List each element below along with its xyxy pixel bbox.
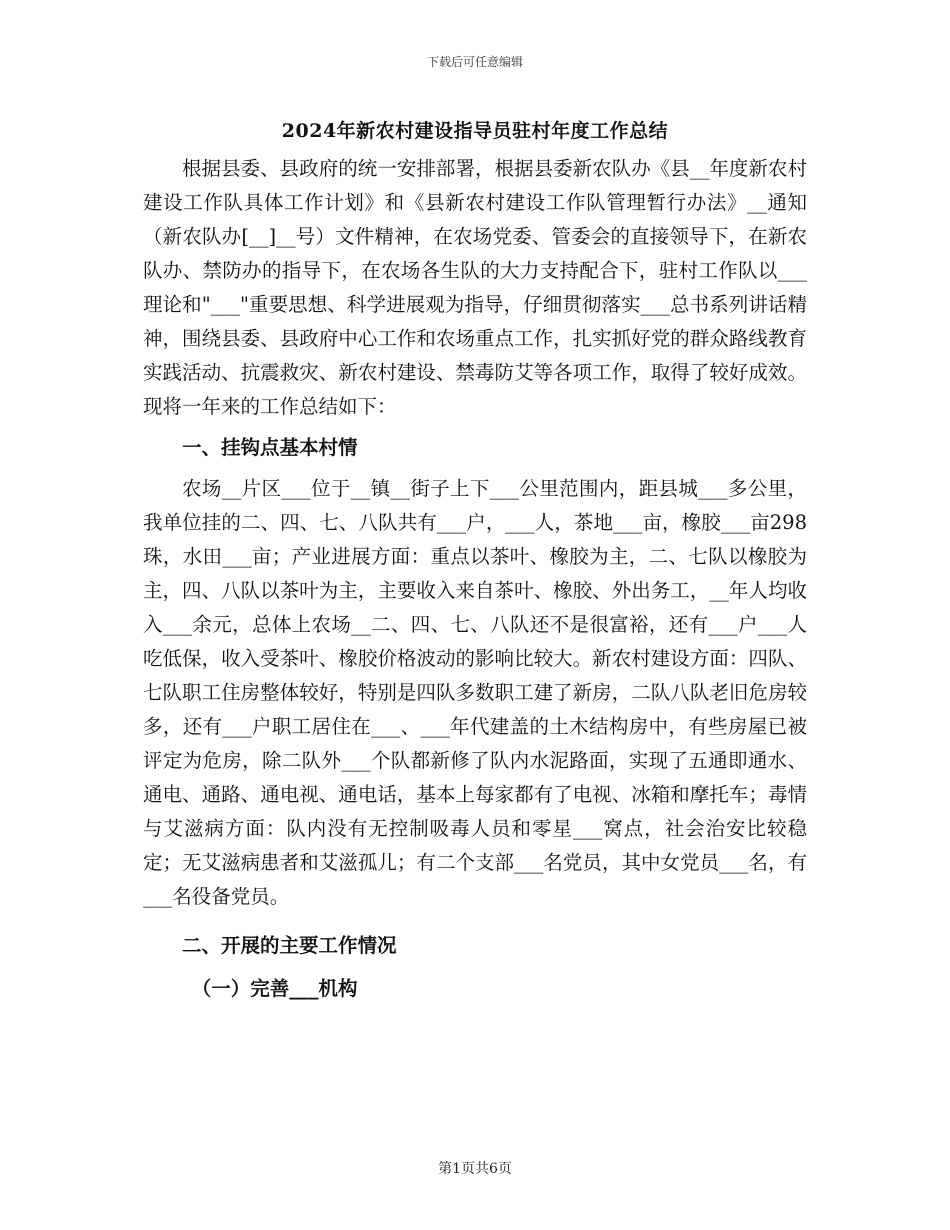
page-footer: 第1页共6页 [438,1161,512,1177]
subsection-heading-1: （一）完善___机构 [191,977,358,1000]
section-heading-1: 一、挂钩点基本村情 [182,436,358,459]
section-heading-2: 二、开展的主要工作情况 [182,934,397,957]
document-body [143,152,807,1008]
intro-paragraph: 根据县委、县政府的统一安排部署，根据县委新农队办《县__年度新农村建设工作队具体工作计划》和《县新农村建设工作队管理暂行办法》__通知（新农队办[__]__号）文件精神，在农场党委、管委会的直接领导下，在新农队办、禁防办的指导下，在农场各生队的大力支持配合下，驻村工作队以___理论和"___"重要思想、科学进展观为指导，仔细贯彻落实___总书系列讲话精神，围绕县委、县政府中心工作和农场重点工作，扎实抓好党的群众路线教育实践活动、抗震救灾、新农村建设、禁毒防艾等各项工作，取得了较好成效。现将一年来的工作总结如下： [143,157,807,418]
document-title: 2024年新农村建设指导员驻村年度工作总结 [281,120,669,142]
header-note: 下载后可任意编辑 [426,55,523,69]
section1-paragraph: 农场__片区___位于__镇__街子上下___公里范围内，距县城___多公里，我单位挂的二、四、七、八队共有___户，___人，茶地___亩，橡胶___亩298珠，水田___亩；产业进展方面：重点以茶叶、橡胶为主，二、七队以橡胶为主，四、八队以茶叶为主，主要收入来自茶叶、橡胶、外出务工，__年人均收入___余元，总体上农场__二、四、七、八队还不是很富裕，还有___户___人吃低保，收入受茶叶、橡胶价格波动的影响比较大。新农村建设方面：四队、七队职工住房整体较好，特别是四队多数职工建了新房，二队八队老旧危房较多，还有___户职工居住在___、___年代建盖的土木结构房中，有些房屋已被评定为危房，除二队外___个队都新修了队内水泥路面，实现了五通即通水、通电、通路、通电视、通电话，基本上每家都有了电视、冰箱和摩托车；毒情与艾滋病方面：队内没有无控制吸毒人员和零星___窝点，社会治安比较稳定；无艾滋病患者和艾滋孤儿；有二个支部___名党员，其中女党员___名，有___名役备党员。 [143,477,807,908]
